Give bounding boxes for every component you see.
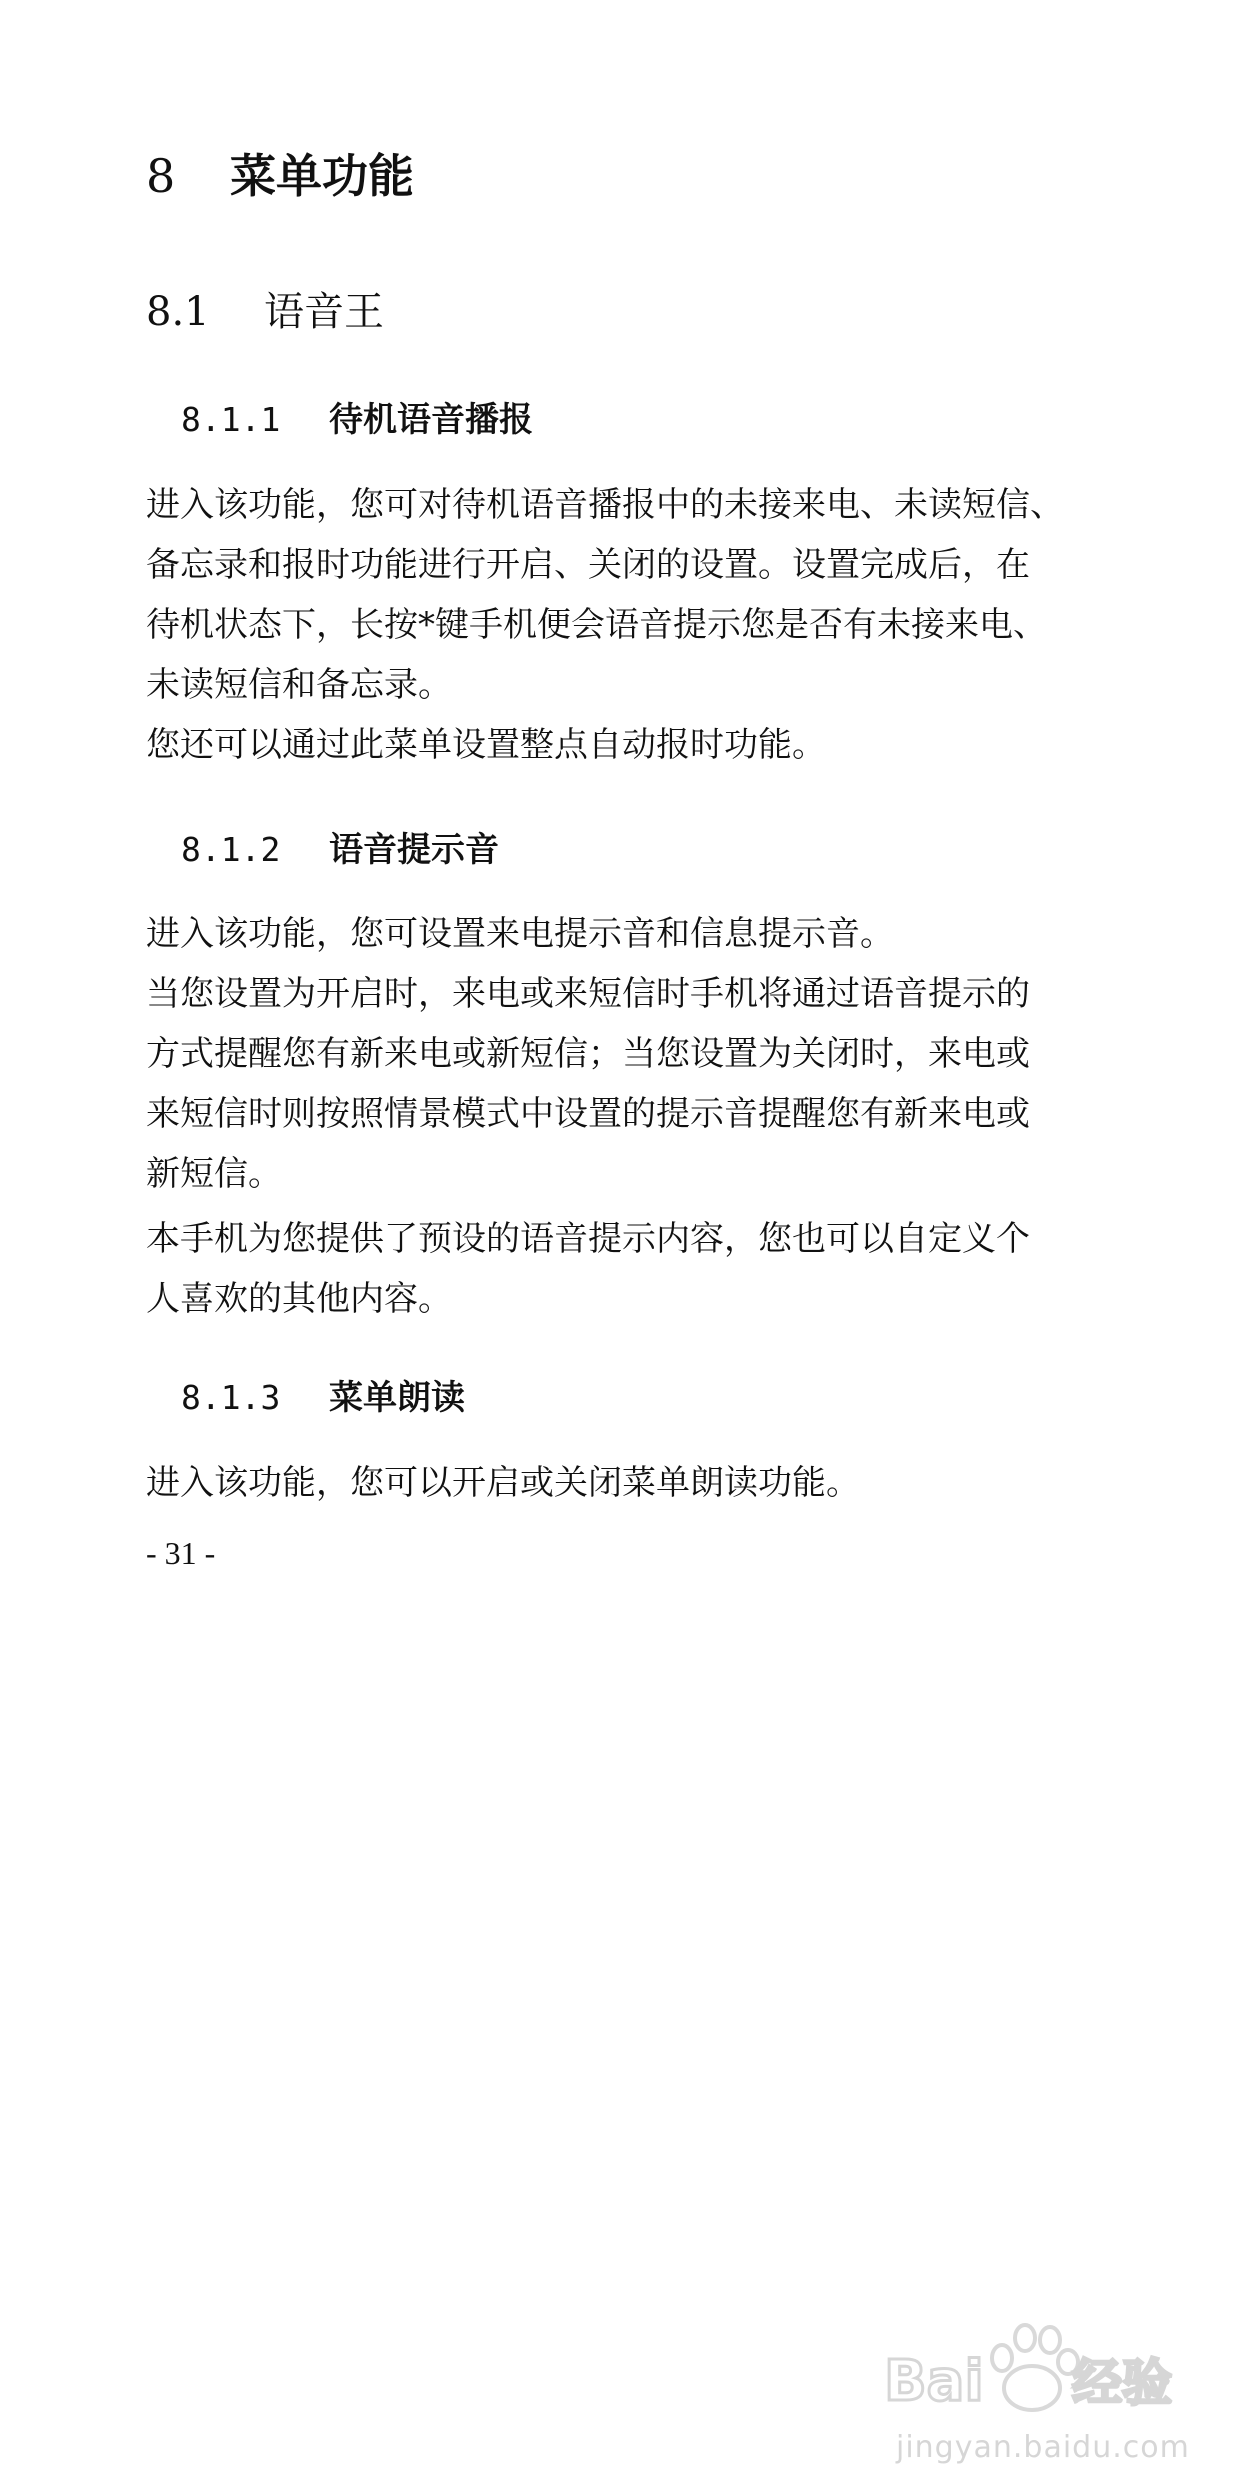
subsection-heading — [181, 1370, 465, 1419]
paragraph-line: 进入该功能，您可设置来电提示音和信息提示音。 — [146, 914, 894, 954]
subsection-number: 8.1.2 — [181, 830, 281, 869]
section-heading — [146, 280, 384, 337]
chapter-heading — [146, 140, 414, 206]
page-number: - 31 - — [146, 1535, 216, 1571]
paragraph-line: 未读短信和备忘录。 — [146, 665, 452, 705]
subsection-number: 8.1.3 — [181, 1378, 281, 1417]
subsection-title: 待机语音播报 — [329, 400, 533, 440]
watermark-url: jingyan.baidu.com — [896, 2430, 1190, 2465]
subsection-title: 菜单朗读 — [329, 1378, 465, 1418]
paragraph-line: 待机状态下，长按*键手机便会语音提示您是否有未接来电、 — [146, 605, 1047, 645]
svg-text:经验: 经验 — [1072, 2354, 1172, 2412]
paragraph-line: 来短信时则按照情景模式中设置的提示音提醒您有新来电或 — [146, 1094, 1030, 1134]
paragraph-line: 人喜欢的其他内容。 — [146, 1279, 452, 1319]
paragraph-line: 当您设置为开启时，来电或来短信时手机将通过语音提示的 — [146, 974, 1030, 1014]
paragraph-line: 进入该功能，您可对待机语音播报中的未接来电、未读短信、 — [146, 485, 1064, 525]
paragraph-line: 方式提醒您有新来电或新短信；当您设置为关闭时，来电或 — [146, 1034, 1030, 1074]
svg-text:Bai: Bai — [884, 2349, 984, 2414]
paragraph-line: 进入该功能，您可以开启或关闭菜单朗读功能。 — [146, 1463, 860, 1503]
section-title: 语音王 — [264, 289, 384, 335]
paragraph-line: 您还可以通过此菜单设置整点自动报时功能。 — [146, 725, 826, 765]
paragraph-line: 本手机为您提供了预设的语音提示内容，您也可以自定义个 — [146, 1219, 1030, 1259]
chapter-title: 菜单功能 — [230, 149, 414, 203]
subsection-number: 8.1.1 — [181, 400, 281, 439]
baidu-jingyan-watermark — [882, 2300, 1202, 2480]
baidu-paw-logo-icon — [882, 2300, 1202, 2430]
paragraph-line: 新短信。 — [146, 1154, 282, 1194]
subsection-heading — [181, 822, 499, 871]
paragraph-line: 备忘录和报时功能进行开启、关闭的设置。设置完成后，在 — [146, 545, 1030, 585]
subsection-title: 语音提示音 — [329, 830, 499, 870]
chapter-number: 8 — [146, 149, 176, 203]
subsection-heading — [181, 392, 533, 441]
section-number: 8.1 — [146, 289, 210, 335]
